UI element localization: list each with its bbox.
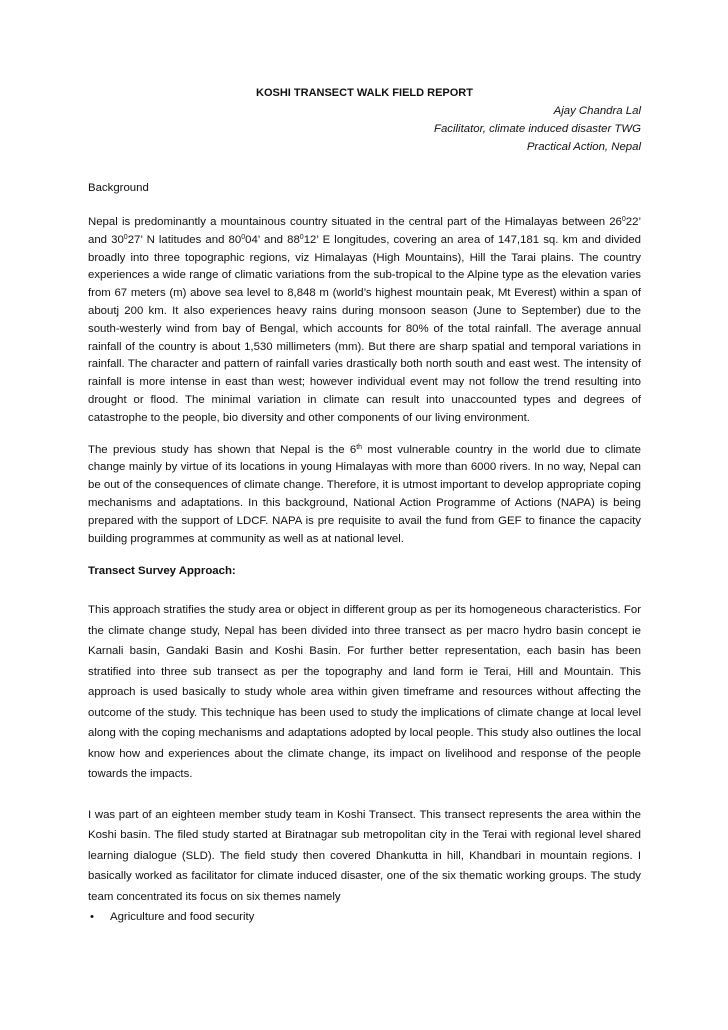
bullet-icon: • xyxy=(90,911,94,924)
report-title: KOSHI TRANSECT WALK FIELD REPORT xyxy=(256,87,473,99)
approach-paragraph-2: I was part of an eighteen member study team in Koshi Transect. This transect represents the area within the Koshi basin. The filed study started at Biratnagar sub metropolitan city in the Terai with regional level shared learning dialogue (SLD). The field study then covered Dhankutta in hill, Khandbari in mountain regions. I basically worked as facilitator for climate induced disaster, one of the six thematic working groups. The study team concentrated its focus on six themes namely xyxy=(88,808,641,903)
approach-heading: Transect Survey Approach: xyxy=(88,565,236,578)
approach-paragraph-1: This approach stratifies the study area or object in different group as per its homogeneous characteristics. For the climate change study, Nepal has been divided into three transect as per macro hydro basin concept ie Karnali basin, Gandaki Basin and Koshi Basin. For further better representation, each basin has been stratified into three sub transect as per the topography and land form ie Terai, Hill and Mountain. This approach is used basically to study whole area within given timeframe and resources without affecting the outcome of the study. This technique has been used to study the implications of climate change at local level along with the coping mechanisms and adaptations adopted by local people. This study also outlines the local know how and experiences about the climate change, its impact on livelihood and response of the people towards the impacts. xyxy=(88,604,641,781)
themes-list xyxy=(88,907,641,927)
background-paragraph-1: Nepal is predominantly a mountainous country situated in the central part of the Himalayas between $26^022$’ and $30^027$’ N latitudes and $80^004$’ and $88^012$’ E longitudes, covering an area of 147,181 sq. km and divided broadly into three topographic regions, viz Himalayas (High Mountains), Hill the Tarai plains. The country experiences a wide range of climatic variations from the sub-tropical to the Alpine type as the elevation varies from 67 meters (m) above sea level to 8,848 m (world’s highest mountain peak, Mt Everest) within a span of aboutj 200 km. It also experiences heavy rains during monsoon season (June to September) due to the south-westerly wind from bay of Bengal, which accounts for 80% of the total rainfall. The average annual rainfall of the country is about 1,530 millimeters (mm). But there are sharp spatial and temporal variations in rainfall. The character and pattern of rainfall varies drastically both north south and east west. The intensity of rainfall is more intense in east than west; however individual event may not follow the trend resulting into drought or flood. The minimal variation in climate can result into unaccounted types and degrees of catastrophe to the people, bio diversity and other components of our living environment. xyxy=(88,216,641,424)
author-name: Ajay Chandra Lal xyxy=(553,105,641,117)
background-heading: Background xyxy=(88,182,149,194)
list-item: • Agriculture and food security xyxy=(88,907,641,927)
document-page xyxy=(88,84,641,927)
background-paragraph-2: The previous study has shown that Nepal is the 6th most vulnerable country in the world due to climate change mainly by virtue of its locations in young Himalayas with more than 6000 rivers. In no way, Nepal can be out of the consequences of climate change. Therefore, it is utmost important to develop appropriate coping mechanisms and adaptations. In this background, National Action Programme of Actions (NAPA) is being prepared with the support of LDCF. NAPA is pre requisite to avail the fund from GEF to finance the capacity building programmes at community as well as at national level. xyxy=(88,443,641,545)
author-role: Facilitator, climate induced disaster TWG xyxy=(434,123,641,135)
author-organization: Practical Action, Nepal xyxy=(526,141,641,153)
